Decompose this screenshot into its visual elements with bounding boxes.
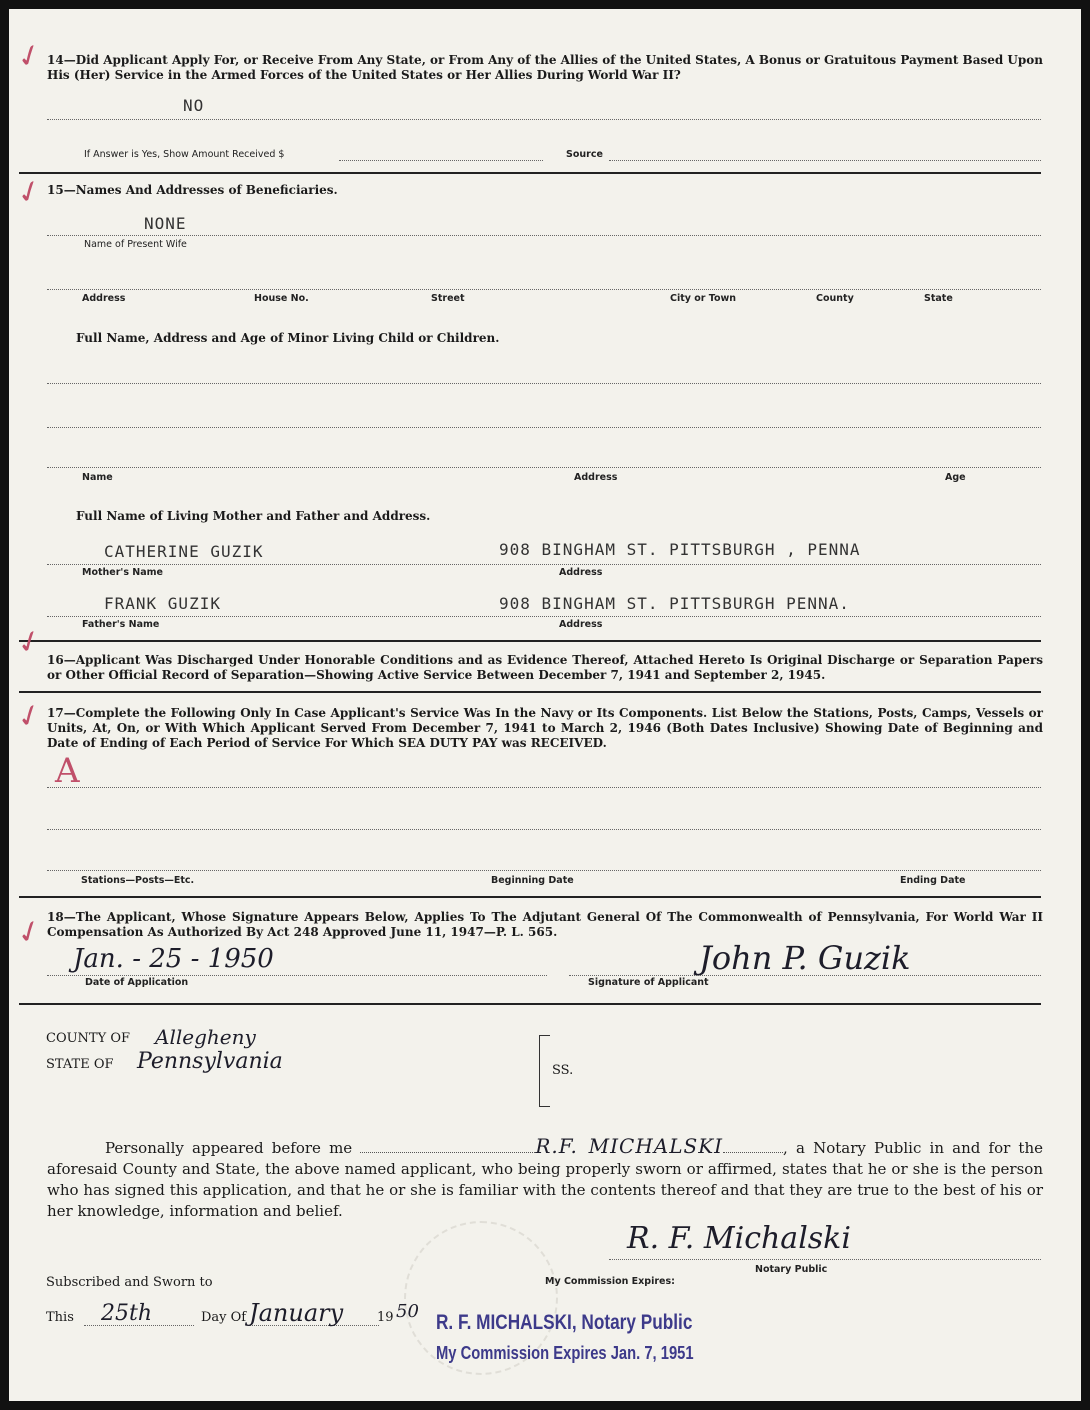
q17-line-3 [47,870,1041,871]
father-address-value: 908 BINGHAM ST. PITTSBURGH PENNA. [499,594,850,613]
children-heading: Full Name, Address and Age of Minor Living Child or Children. [76,331,500,345]
divider [19,172,1041,174]
notary-signature-line [609,1259,1041,1260]
notary-stamp-line1: R. F. MICHALSKI, Notary Public [436,1311,693,1334]
q17-line-2 [47,829,1041,830]
q14-answer-line [47,119,1041,120]
county-label: County [816,293,854,304]
child-name-label: Name [82,472,113,483]
county-label: COUNTY OF [46,1031,130,1046]
mother-name-value: CATHERINE GUZIK [104,542,264,561]
father-label: Father's Name [82,619,160,630]
q14-source-label: Source [566,149,603,160]
child-address-label: Address [574,472,618,483]
divider [19,640,1041,642]
q14-amount-label: If Answer is Yes, Show Amount Received $ [84,149,285,160]
stations-label: Stations—Posts—Etc. [81,875,195,886]
child-age-label: Age [945,472,966,483]
month-value: January [249,1299,344,1327]
mother-label: Mother's Name [82,567,163,578]
year-value: 50 [396,1301,419,1322]
house-no-label: House No. [254,293,309,304]
state-label: STATE OF [46,1057,114,1072]
father-name-value: FRANK GUZIK [104,594,221,613]
q14-amount-line [339,160,543,161]
para-rest: , a Notary Public in and for the aforesaid County and State, the above named applicant, who being properly sworn or affirmed, states that he or she is the person who has signed this application, and that he or she is familiar with the contents thereof and that they are true to the best of his or her knowledge, information and belief. [47,1139,1043,1220]
wife-label: Name of Present Wife [84,239,187,250]
ending-date-label: Ending Date [900,875,966,886]
parents-heading: Full Name of Living Mother and Father and Address. [76,509,431,523]
check-mark-icon: ✓ [11,171,48,214]
applicant-signature: John P. Guzik [699,939,911,977]
check-mark-icon: ✓ [11,35,48,78]
form-page [9,9,1081,1401]
mother-line [47,564,1041,565]
address-line [47,289,1041,290]
day-of-label: Day Of [201,1310,247,1325]
state-value: Pennsylvania [137,1049,283,1074]
q17-handwritten-mark: A [55,751,80,791]
check-mark-icon: ✓ [11,695,48,738]
q16-text: 16—Applicant Was Discharged Under Honorable Conditions and as Evidence Thereof, Attached Hereto Is Original Discharge or Separation Papers or Other Official Record of Separation—Showing Active Service Between December 7, 1941 and September 2, 1945. [47,653,1043,682]
q14-question: 14—Did Applicant Apply For, or Receive From Any State, or From Any of the Allies of the United States, A Bonus or Gratuitous Payment Based Upon His (Her) Service in the Armed Forces of the United States or Her Allies During World War II? [47,53,1044,82]
subscribed-label: Subscribed and Sworn to [46,1275,213,1290]
q14-answer: NO [183,96,205,115]
q14-source-line [609,160,1041,161]
wife-line [47,235,1041,236]
children-line-2 [47,427,1041,428]
day-value: 25th [101,1301,153,1326]
state-label: State [924,293,953,304]
beginning-date-label: Beginning Date [491,875,574,886]
street-label: Street [431,293,465,304]
children-line-1 [47,383,1041,384]
city-label: City or Town [670,293,737,304]
year-prefix: 19 [377,1310,394,1325]
children-line-3 [47,467,1041,468]
divider [19,896,1041,898]
father-address-label: Address [559,619,603,630]
ss-label: SS. [552,1063,574,1078]
check-mark-icon: ✓ [11,911,48,954]
para-start: Personally appeared before me [105,1139,353,1157]
mother-address-value: 908 BINGHAM ST. PITTSBURGH , PENNA [499,540,861,559]
commission-label: My Commission Expires: [545,1276,675,1287]
check-mark-icon: ✓ [11,621,48,664]
notary-signature: R. F. Michalski [627,1221,851,1256]
divider [19,1003,1041,1005]
mother-address-label: Address [559,567,603,578]
signature-label: Signature of Applicant [588,977,709,988]
q17-text: 17—Complete the Following Only In Case Applicant's Service Was In the Navy or Its Components. List Below the Stations, Posts, Camps, Vessels or Units, At, On, or With Which Applicant Served From December 7, 1941 to March 2, 1946 (Both Dates Inclusive) Showing Date of Beginning and Date of Ending of Each Period of Service For Which SEA DUTY PAY was RECEIVED. [47,706,1043,750]
date-line [47,975,547,976]
divider [19,691,1041,693]
notary-paragraph [47,1136,1043,1222]
father-line [47,616,1041,617]
q17-line-1 [47,787,1041,788]
address-label: Address [82,293,126,304]
ss-brace [539,1035,550,1107]
notary-name-value: R.F. MICHALSKI [535,1134,724,1158]
this-label: This [46,1310,74,1325]
county-value: Allegheny [155,1025,256,1049]
notary-public-label: Notary Public [755,1264,828,1275]
date-of-application-label: Date of Application [85,977,189,988]
q18-text: 18—The Applicant, Whose Signature Appears Below, Applies To The Adjutant General Of The Commonwealth of Pennsylvania, For World War II Compensation As Authorized By Act 248 Approved June 11, 1947—P. L. 565. [47,910,1043,939]
date-of-application-value: Jan. - 25 - 1950 [73,944,274,974]
q15-heading: 15—Names And Addresses of Beneficiaries. [47,183,338,197]
wife-value: NONE [144,214,187,233]
notary-stamp-line2: My Commission Expires Jan. 7, 1951 [436,1343,694,1363]
signature-line [569,975,1041,976]
